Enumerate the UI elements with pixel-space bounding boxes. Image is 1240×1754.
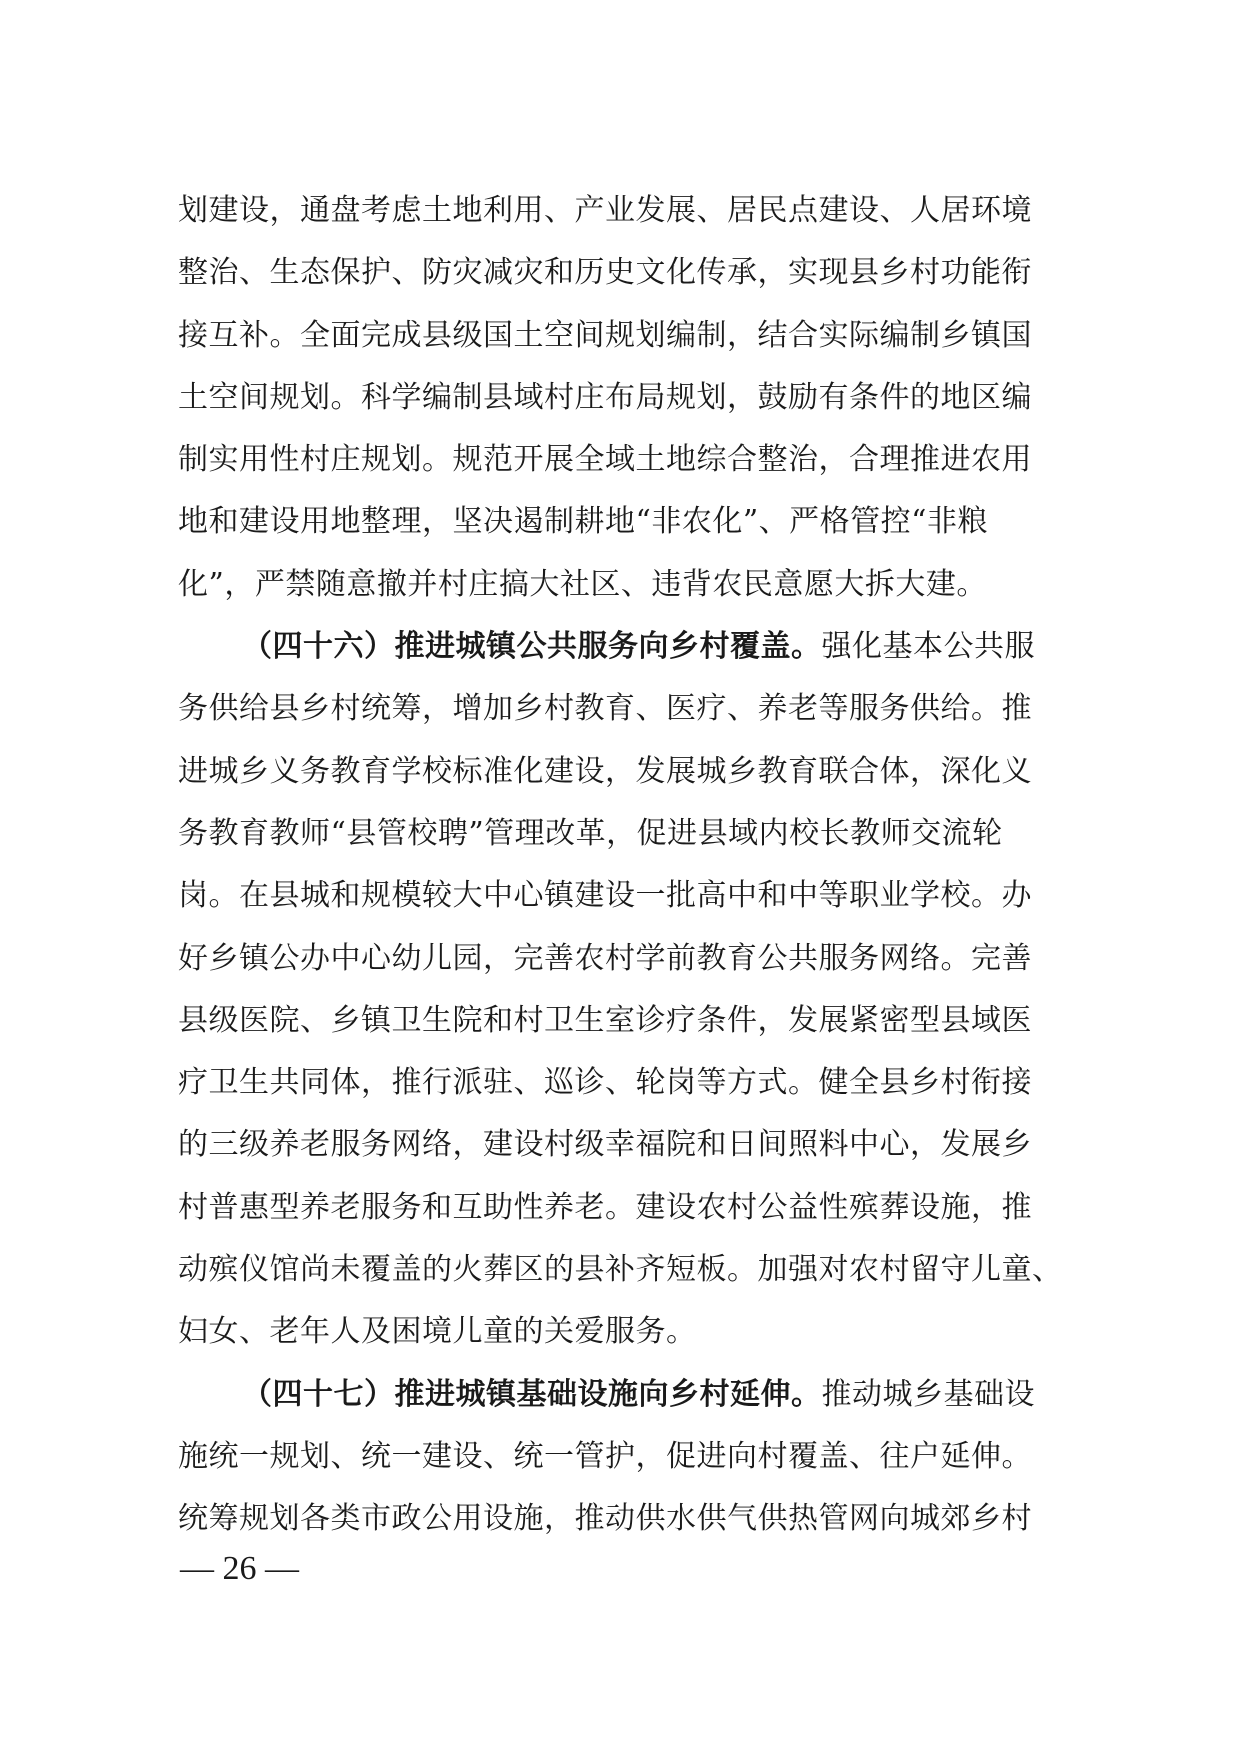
section-47-first-line <box>178 1364 1066 1426</box>
page-number: — 26 — <box>180 1550 299 1587</box>
body-line: 务教育教师“县管校聘”管理改革，促进县域内校长教师交流轮 <box>178 815 1003 851</box>
body-line: 岗。在县城和规模较大中心镇建设一批高中和中等职业学校。办 <box>178 878 1032 914</box>
body-line: 划建设，通盘考虑土地利用、产业发展、居民点建设、人居环境 <box>178 193 1032 228</box>
body-line: 动殡仪馆尚未覆盖的火葬区的县补齐短板。加强对农村留守儿童、 <box>178 1252 1063 1288</box>
section-46-heading: （四十六）推进城镇公共服务向乡村覆盖。 <box>242 629 822 665</box>
body-line: 化”，严禁随意撤并村庄搞大社区、违背农民意愿大拆大建。 <box>178 566 987 602</box>
body-line: 整治、生态保护、防灾减灾和历史文化传承，实现县乡村功能衔 <box>178 255 1032 291</box>
body-line: 疗卫生共同体，推行派驻、巡诊、轮岗等方式。健全县乡村衔接 <box>178 1065 1032 1101</box>
body-line: 的三级养老服务网络，建设村级幸福院和日间照料中心，发展乡 <box>178 1127 1032 1163</box>
body-line: 地和建设用地整理，坚决遏制耕地“非农化”、严格管控“非粮 <box>178 504 989 540</box>
body-line: 好乡镇公办中心幼儿园，完善农村学前教育公共服务网络。完善 <box>178 940 1032 976</box>
body-line: 县级医院、乡镇卫生院和村卫生室诊疗条件，发展紧密型县域医 <box>178 1002 1032 1038</box>
body-line: 务供给县乡村统筹，增加乡村教育、医疗、养老等服务供给。推 <box>178 691 1032 727</box>
body-line: 接互补。全面完成县级国土空间规划编制，结合实际编制乡镇国 <box>178 317 1032 353</box>
section-46-first-line <box>178 616 1066 678</box>
body-line: 村普惠型养老服务和互助性养老。建设农村公益性殡葬设施，推 <box>178 1189 1032 1225</box>
body-line: 进城乡义务教育学校标准化建设，发展城乡教育联合体，深化义 <box>178 753 1032 789</box>
section-47-first-line-text: 推动城乡基础设 <box>821 1376 1035 1412</box>
section-47-heading: （四十七）推进城镇基础设施向乡村延伸。 <box>242 1376 822 1412</box>
body-line: 妇女、老年人及困境儿童的关爱服务。 <box>178 1314 697 1350</box>
body-line: 制实用性村庄规划。规范开展全域土地综合整治，合理推进农用 <box>178 442 1032 478</box>
section-46-first-line-text: 强化基本公共服 <box>821 629 1035 665</box>
document-body <box>178 180 1066 1551</box>
body-line: 统筹规划各类市政公用设施，推动供水供气供热管网向城郊乡村 <box>178 1501 1032 1537</box>
body-line: 土空间规划。科学编制县域村庄布局规划，鼓励有条件的地区编 <box>178 379 1032 415</box>
body-line: 施统一规划、统一建设、统一管护，促进向村覆盖、往户延伸。 <box>178 1438 1032 1474</box>
